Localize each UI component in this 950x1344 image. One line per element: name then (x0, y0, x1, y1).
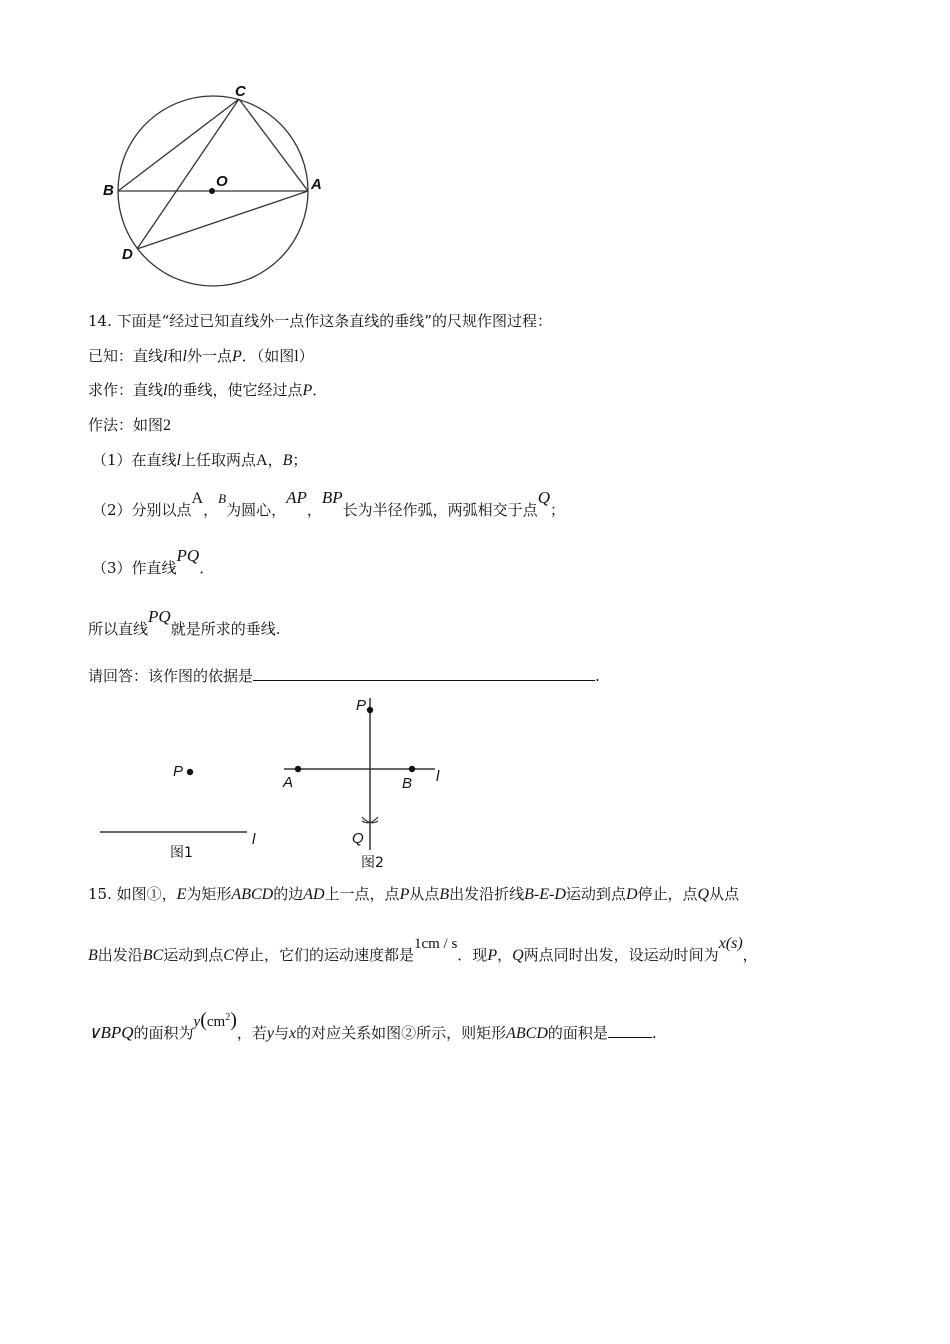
step1-pre: （1）在直线 (92, 451, 177, 469)
q15-text: ．现 (457, 946, 488, 964)
q14-known (88, 346, 314, 367)
method-fig: 2 (163, 417, 172, 434)
var-x: x (289, 1025, 297, 1042)
construction-figures (90, 690, 470, 870)
chord-ca (239, 99, 308, 191)
fig1-point-p (187, 769, 193, 775)
seek-mid: 的垂线，使它经过点 (167, 381, 303, 399)
var-p: P (231, 348, 242, 365)
answer-blank[interactable] (253, 666, 595, 681)
comma: ， (306, 501, 322, 519)
unit-exp: 2 (225, 1012, 231, 1023)
ask-end: . (595, 667, 600, 685)
q14-step1 (92, 450, 307, 471)
known-mid2: 外一点 (186, 347, 232, 365)
var-y: y (193, 1014, 201, 1030)
q15-line1 (88, 884, 739, 905)
known-close: ） (298, 347, 314, 365)
known-post: ．（如图 (241, 347, 295, 365)
answer-blank[interactable] (608, 1023, 652, 1038)
var-d: D (625, 886, 638, 903)
var-p: P (399, 886, 410, 903)
var-l: l (176, 452, 181, 469)
fig1-caption: 图1 (170, 845, 193, 861)
q15-text: 出发沿 (97, 946, 143, 964)
q15-line3 (88, 1009, 657, 1044)
label-b: B (103, 182, 114, 199)
q15-text: ，若 (236, 1024, 267, 1042)
fig2-label-p: P (356, 697, 367, 714)
unit-cm: cm (206, 1014, 226, 1030)
seg-ap: AP (286, 488, 307, 507)
q14-conclusion (88, 607, 281, 639)
point-b: B (218, 491, 227, 506)
q15-text: 运动到点 (565, 885, 626, 903)
var-q: Q (512, 947, 524, 964)
known-mid1: 和 (167, 347, 183, 365)
step2-post: ； (549, 501, 565, 519)
q15-text: 停止，点 (637, 885, 698, 903)
seg-bp: BP (321, 488, 343, 507)
area-var: $y(cm^2)$ (193, 1009, 237, 1031)
fig2-caption: 图2 (361, 855, 384, 870)
method-pre: 作法：如图 (88, 416, 164, 434)
q15-text: 的边 (273, 885, 304, 903)
concl-post: 就是所求的垂线. (170, 620, 281, 638)
var-c: C (223, 947, 234, 964)
comma: ， (203, 501, 219, 519)
known-fig: l (294, 348, 299, 365)
q14-heading: 14. 下面是“经过已知直线外一点作这条直线的垂线”的尺规作图过程： (88, 312, 552, 330)
fig2-label-q: Q (352, 830, 364, 847)
point-b: B (282, 452, 293, 469)
speed-value: 1cm / s (413, 936, 458, 952)
var-l: l (163, 348, 168, 365)
circle-figure (95, 80, 335, 290)
step2-pre: （2）分别以点 (92, 501, 192, 519)
seek-post: ． (312, 381, 328, 399)
var-p: P (487, 947, 498, 964)
label-a: A (311, 176, 322, 193)
label-d: D (122, 246, 133, 263)
seek-pre: 求作：直线 (88, 381, 164, 399)
q15-text: 出发沿折线 (449, 885, 525, 903)
var-b: B (439, 886, 450, 903)
step3-pre: （3）作直线 (92, 559, 177, 577)
q15-text: 15. 如图①， (88, 885, 177, 903)
var-ad: AD (303, 886, 325, 903)
label-o: O (216, 173, 228, 190)
fig2-label-l: l (436, 768, 440, 785)
q14-ask (88, 666, 600, 686)
step1-post: ； (292, 451, 308, 469)
fig1-label-l: l (252, 831, 256, 848)
var-p: P (302, 382, 313, 399)
step1-mid: 上任取两点 (181, 451, 257, 469)
fig2-point-b (409, 766, 415, 772)
var-b: B (88, 947, 98, 964)
center-point (209, 188, 215, 194)
q15-text: 从点 (409, 885, 440, 903)
q15-text: . (651, 1024, 657, 1042)
q15-text: 的面积为 (133, 1024, 194, 1042)
chord-da (137, 191, 308, 249)
q15-text: 上一点，点 (324, 885, 400, 903)
step2-mid: 为圆心， (226, 501, 287, 519)
concl-pre: 所以直线 (88, 620, 149, 638)
var-abcd: ABCD (231, 886, 274, 903)
line-pq: PQ (148, 607, 171, 626)
label-c: C (235, 83, 246, 100)
q15-text: 运动到点 (163, 946, 224, 964)
q14-method (88, 415, 171, 436)
triangle-bpq: ∨BPQ (88, 1023, 134, 1042)
q15-text: ， (742, 946, 758, 964)
var-l: l (182, 348, 187, 365)
var-abcd: ABCD (506, 1025, 548, 1042)
point-a: A (191, 490, 204, 507)
var-l: l (163, 382, 168, 399)
var-q: Q (697, 886, 710, 903)
fig1-label-p: P (173, 763, 184, 780)
var-e: E (176, 886, 187, 903)
line-pq: PQ (176, 546, 200, 565)
var-bc: BC (142, 947, 164, 964)
fig2-point-p (367, 707, 373, 713)
point-a: A (256, 452, 268, 469)
q15-text: 的面积是 (547, 1024, 608, 1042)
fig2-point-a (295, 766, 301, 772)
q15-line2 (88, 935, 758, 966)
known-pre: 已知：直线 (88, 347, 164, 365)
q14-step2 (92, 488, 565, 521)
q15-text: 为矩形 (186, 885, 232, 903)
ask-text: 请回答：该作图的依据是 (88, 667, 254, 685)
point-q: Q (537, 488, 550, 507)
q15-text: 与 (273, 1024, 289, 1042)
step2-mid2: 长为半径作弧，两弧相交于点 (342, 501, 538, 519)
step3-post: ． (199, 559, 215, 577)
time-var: x(s) (718, 935, 743, 952)
var-y: y (266, 1025, 274, 1042)
q15-text: 两点同时出发，设运动时间为 (523, 946, 719, 964)
q14-step3 (92, 546, 215, 578)
q15-text: 从点 (709, 885, 740, 903)
fig2-label-b: B (402, 775, 413, 792)
q15-text: 的对应关系如图②所示，则矩形 (296, 1024, 507, 1042)
q15-text: 停止，它们的运动速度都是 (233, 946, 414, 964)
q15-text: ， (497, 946, 513, 964)
var-bed: B-E-D (524, 886, 566, 903)
comma: ， (267, 451, 283, 469)
fig2-label-a: A (283, 774, 294, 791)
q14-seek (88, 380, 327, 401)
